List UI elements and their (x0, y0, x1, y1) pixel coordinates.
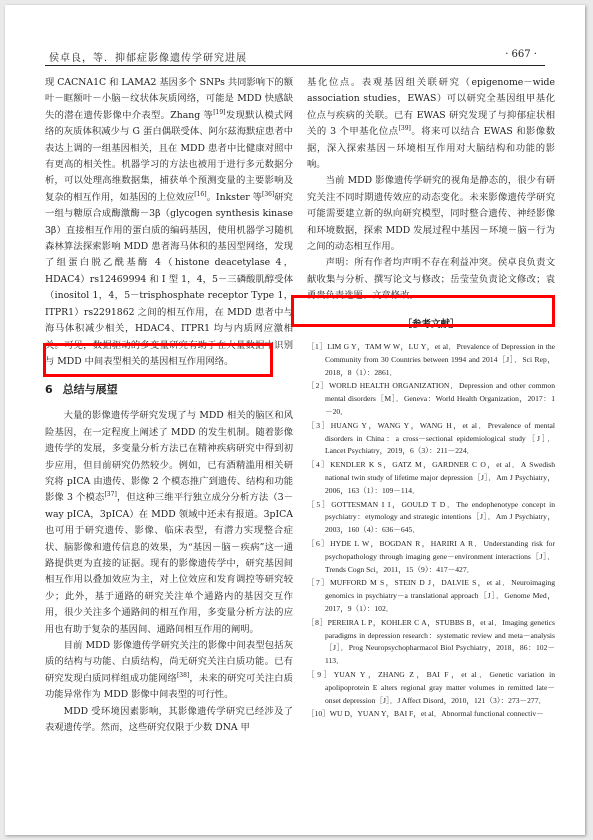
author-statement: 声明：所有作者均声明不存在利益冲突。侯卓良负责文献收集与分析、撰写论文与修改；岳莹莹负责论文修改；袁勇贵负责选题、文章修改。 (307, 257, 555, 302)
reference-item[interactable]: ［2］WORLD HEALTH ORGANIZATION．Depression and other common mental disorders［M］．Geneva：World Health Organization，2017：1－20． (307, 381, 555, 417)
reference-item[interactable]: ［1］LIM G Y，TAM W W，LU Y，et al．Prevalence of Depression in the Community from 30 Countries between 1994 and 2014［J］．Sci Rep，2018，8（1）：2861． (307, 342, 555, 377)
header-rule (45, 65, 545, 66)
page-number: · 667 · (505, 49, 537, 60)
reference-item[interactable]: ［8］PEREIRA L P，KOHLER C A，STUBBS B，et al．Imaging genetics paradigms in depression research：systematic review and meta－analysis［J］．Prog Neuropsychopharmacol Biol Psychiatry，2018，86：102－113． (307, 617, 555, 666)
journal-page (5, 5, 585, 835)
right-column (307, 75, 555, 722)
citation-37[interactable]: [37] (104, 491, 117, 499)
highlight-box-references-title (291, 295, 555, 327)
section-title: 总结与展望 (62, 383, 118, 397)
paragraph-summary-2: 目前 MDD 影像遗传学研究关注的影像中间表型包括灰质的结构与功能、白质结构，尚无研究关注白质功能。已有研究发现白质同样组成功能网络[38]，未来的研究可关注白质功能异常作为 MDD 影像中间表型的可行性。 (45, 640, 293, 701)
reference-item[interactable]: ［7］MUFFORD M S，STEIN D J，DALVIE S，et al．Neuroimaging genomics in psychiatry－a translational approach［J］．Genome Med，2017，9（1）：102． (307, 578, 555, 614)
paragraph-intro: 现 CACNA1C 和 LAMA2 基因多个 SNPs 共同影响下的额叶－眶额叶－小脑－纹状体灰质网络，可能是 MDD 快感缺失的潜在遗传影像中介表型。Zhang 等[19]发现默认模式网络的灰质体积减少与 G 蛋白偶联受体、阿尔兹海默症患者中表达上调的一组基因相关，且在 MDD 患者中比健康对照中有更高的相关性。机器学习的方法也被用于进行多元数据分析，可以处理高维数据集，捕获单个预测变量的主要影响及复杂的相互作用，如基因的上位效应[16]。Inkster 等[36]研究一组与糖原合成酶激酶－3β（glycogen synthesis kinase 3β）直接相互作用的蛋白质的编码基因，使用机器学习随机森林算法探索影响 MDD 患者海马体积的基因型网络，发现了组蛋白脱乙酰基酶 4（histone deacetylase 4，HDAC4）rs12469994 和 Ⅰ 型 1，4，5－三磷酸肌醇受体（inositol 1，4，5－trisphosphate receptor Type 1，ITPR1）rs2291862 之间的相互作用，在 MDD 患者中与海马体积减少相关，HDAC4、ITPR1 均与内质网应激相关。可见，数据驱动的多变量研究有助于在大量数据中识别与 MDD 中间表型相关的基因相互作用网络。 (45, 77, 293, 367)
reference-item[interactable]: ［5］GOTTESMAN I I，GOULD T D．The endophenotype concept in psychiatry：etymology and strategic intentions［J］．Am J Psychiatry，2003，160（4）：636－645． (307, 499, 555, 535)
reference-item[interactable]: ［3］HUANG Y，WANG Y，WANG H，et al．Prevalence of mental disorders in China：a cross－sectional epidemiological study［J］．Lancet Psychiatry，2019，6（3）：211－224． (307, 420, 555, 456)
reference-list (307, 341, 555, 721)
paragraph-summary-1: 大量的影像遗传学研究发现了与 MDD 相关的脑区和风险基因，在一定程度上阐述了 MDD 的发生机制。随着影像遗传学的发展，多变量分析方法已在精神疾病研究中得到初步应用，但目前研究仍然较少。例如，已有酒精滥用相关研究将 pICA 由遗传、影像 2 个模态推广到遗传、结构和功能影像 3 个模态[37]，但这种三维平行独立成分分析方法（3－way pICA，3pICA）在 MDD 领域中还未有报道。3pICA 也可用于研究遗传、影像、临床表型，有潜力实现整合症状、脑影像和遗传信息的效果，为“基因－脑－疾病”这一通路提供更为直接的证据。现有的影像遗传学中，研究基因间相互作用以叠加效应为主，对上位效应和发育调控等研究较少；此外，基于通路的研究关注单个通路内的基因交互作用，很少关注多个通路间的相互作用，多变量分析方法的应用也有助于复杂的基因间、通路间相互作用的阐明。 (45, 410, 294, 635)
section-number: 6 (45, 383, 53, 397)
citation-36[interactable]: [36] (262, 190, 275, 198)
reference-item[interactable]: ［10］WU D，YUAN Y，BAI F，et al．Abnormal functional connectiv－ (307, 709, 544, 719)
paragraph-epigenetics: 基化位点。表观基因组关联研究（epigenome－wide association studies，EWAS）可以研究全基因组甲基化位点与疾病的关联。已有 EWAS 研究发现了与抑郁症状相关的 3 个甲基化位点[39]。将来可以结合 EWAS 和影像数据，深入探索基因－环境相互作用对大脑结构和功能的影响。 (307, 77, 555, 171)
running-head: 侯卓良，等．抑郁症影像遗传学研究进展 (49, 53, 247, 64)
highlight-box-section-heading (43, 343, 273, 377)
citation-16[interactable]: [16] (194, 190, 207, 198)
left-column (45, 75, 293, 736)
section-heading-summary (45, 382, 293, 398)
citation-38[interactable]: [38] (176, 671, 190, 679)
references-title: ［参考文献］ (402, 318, 460, 330)
paragraph-longitudinal: 当前 MDD 影像遗传学研究的视角是静态的，很少有研究关注不同时期遗传效应的动态变化。未来影像遗传学研究可能需要建立新的纵向研究模型，同时整合遗传、神经影像和环境数据，探索 MDD 发展过程中基因－环境－脑－行为之间的动态相互作用。 (307, 175, 555, 253)
citation-39[interactable]: [39] (398, 125, 411, 133)
citation-19[interactable]: [19] (213, 108, 226, 116)
reference-item[interactable]: ［6］HYDE L W，BOGDAN R，HARIRI A R．Understanding risk for psychopathology through imaging gene－environment interactions［J］．Trends Cogn Sci，2011，15（9）：417－427． (307, 539, 555, 574)
paragraph-summary-3: MDD 受环境因素影响，其影像遗传学研究已经涉及了表观遗传学。然而，这些研究仅限于少数 DNA 甲 (45, 705, 293, 734)
reference-item[interactable]: ［9］YUAN Y，ZHANG Z，BAI F，et al．Genetic variation in apolipoprotein E alters regional gray matter volumes in remitted late－onset depression［J］．J Affect Disord，2010，121（3）：273－277． (307, 670, 555, 705)
reference-item[interactable]: ［4］KENDLER K S，GATZ M，GARDNER C O，et al．A Swedish national twin study of lifetime major depression［J］．Am J Psychiatry，2006，163（1）：109－114． (307, 460, 555, 495)
